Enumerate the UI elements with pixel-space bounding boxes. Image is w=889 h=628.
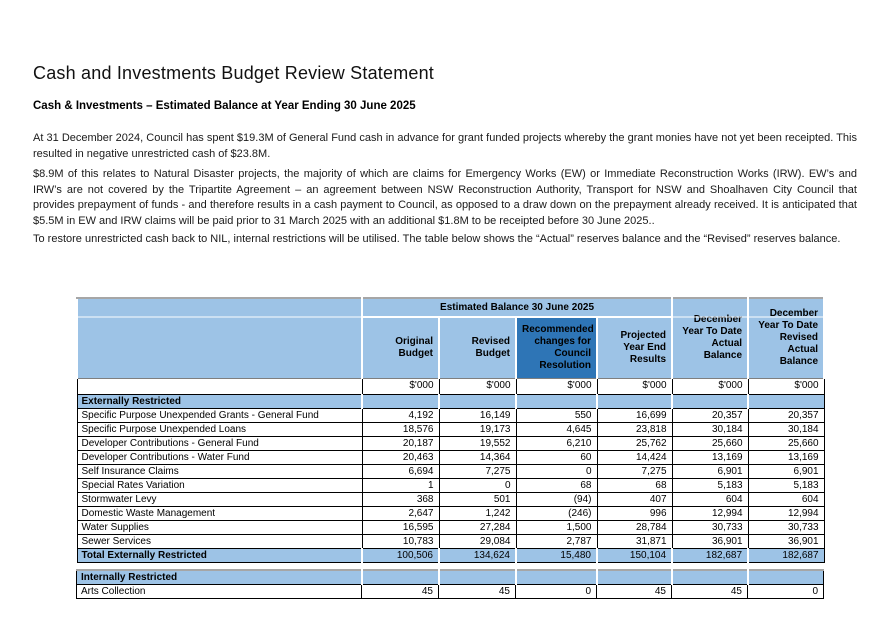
- row-label: Domestic Waste Management: [77, 506, 362, 520]
- value-cell: 45: [597, 585, 672, 599]
- section-label: Internally Restricted: [77, 570, 362, 585]
- units-cell: $'000: [439, 378, 516, 394]
- section-row-internally-restricted: [77, 570, 824, 585]
- empty-cell: [439, 570, 516, 585]
- col-header-revised-budget: Revised Budget: [439, 317, 516, 378]
- table-row: [77, 464, 824, 478]
- section-row-externally-restricted: [77, 394, 824, 408]
- value-cell: 5,183: [672, 478, 748, 492]
- value-cell: 30,184: [672, 422, 748, 436]
- total-label: Total Externally Restricted: [77, 548, 362, 562]
- value-cell: 4,645: [516, 422, 597, 436]
- value-cell: 20,463: [362, 450, 439, 464]
- value-cell: 1,500: [516, 520, 597, 534]
- value-cell: 5,183: [748, 478, 824, 492]
- value-cell: 30,184: [748, 422, 824, 436]
- value-cell: 368: [362, 492, 439, 506]
- empty-cell: [362, 394, 439, 408]
- value-cell: 6,901: [672, 464, 748, 478]
- value-cell: 25,762: [597, 436, 672, 450]
- value-cell: 30,733: [672, 520, 748, 534]
- col-header-dec-ytd-revised: December Year To Date Revised Actual Balance: [748, 298, 824, 378]
- section-heading: Cash & Investments – Estimated Balance at Year Ending 30 June 2025: [33, 100, 416, 112]
- value-cell: 2,787: [516, 534, 597, 548]
- value-cell: 14,364: [439, 450, 516, 464]
- table-row: [77, 520, 824, 534]
- document-title: Cash and Investments Budget Review Statement: [33, 63, 435, 83]
- value-cell: 996: [597, 506, 672, 520]
- value-cell: 407: [597, 492, 672, 506]
- value-cell: 16,149: [439, 408, 516, 422]
- value-cell: 10,783: [362, 534, 439, 548]
- value-cell: 25,660: [748, 436, 824, 450]
- table-row: [77, 436, 824, 450]
- value-cell: 182,687: [672, 548, 748, 562]
- row-label: Stormwater Levy: [77, 492, 362, 506]
- value-cell: 20,357: [672, 408, 748, 422]
- row-label: Developer Contributions - Water Fund: [77, 450, 362, 464]
- row-label: Arts Collection: [77, 585, 362, 599]
- empty-cell: [516, 394, 597, 408]
- row-label-header-cell: [77, 298, 362, 378]
- col-header-projected-year-end: Projected Year End Results: [597, 317, 672, 378]
- section-label: Externally Restricted: [77, 394, 362, 408]
- value-cell: 29,084: [439, 534, 516, 548]
- empty-cell: [362, 570, 439, 585]
- header-row-spanner: [77, 298, 824, 317]
- value-cell: 36,901: [748, 534, 824, 548]
- empty-cell: [597, 570, 672, 585]
- units-cell: $'000: [748, 378, 824, 394]
- internally-restricted-table-wrap: [76, 569, 823, 599]
- value-cell: 28,784: [597, 520, 672, 534]
- value-cell: 6,210: [516, 436, 597, 450]
- value-cell: 550: [516, 408, 597, 422]
- value-cell: 45: [439, 585, 516, 599]
- col-header-dec-ytd-actual: December Year To Date Actual Balance: [672, 298, 748, 378]
- value-cell: 2,647: [362, 506, 439, 520]
- value-cell: 501: [439, 492, 516, 506]
- row-label: Special Rates Variation: [77, 478, 362, 492]
- value-cell: 16,699: [597, 408, 672, 422]
- row-label: Water Supplies: [77, 520, 362, 534]
- value-cell: 6,901: [748, 464, 824, 478]
- value-cell: 13,169: [672, 450, 748, 464]
- value-cell: 7,275: [439, 464, 516, 478]
- value-cell: 20,187: [362, 436, 439, 450]
- value-cell: 4,192: [362, 408, 439, 422]
- value-cell: 0: [748, 585, 824, 599]
- value-cell: 45: [672, 585, 748, 599]
- value-cell: 604: [748, 492, 824, 506]
- value-cell: 6,694: [362, 464, 439, 478]
- value-cell: 182,687: [748, 548, 824, 562]
- value-cell: 68: [597, 478, 672, 492]
- body-paragraph-3: To restore unrestricted cash back to NIL, internal restrictions will be utilised. The table below shows the “Actual” reserves balance and the “Revised” reserves balance.: [33, 233, 841, 245]
- value-cell: 19,552: [439, 436, 516, 450]
- value-cell: 68: [516, 478, 597, 492]
- value-cell: 12,994: [748, 506, 824, 520]
- value-cell: 7,275: [597, 464, 672, 478]
- empty-cell: [748, 394, 824, 408]
- empty-cell: [597, 394, 672, 408]
- estimated-balance-header: Estimated Balance 30 June 2025: [362, 298, 672, 317]
- externally-restricted-table-wrap: [76, 297, 823, 563]
- value-cell: 150,104: [597, 548, 672, 562]
- value-cell: 45: [362, 585, 439, 599]
- value-cell: 0: [516, 585, 597, 599]
- value-cell: 100,506: [362, 548, 439, 562]
- value-cell: 15,480: [516, 548, 597, 562]
- empty-cell: [672, 394, 748, 408]
- units-row: [77, 378, 824, 394]
- table-row: [77, 478, 824, 492]
- value-cell: 14,424: [597, 450, 672, 464]
- col-header-recommended-changes: Recommended changes for Council Resolution: [516, 317, 597, 378]
- body-paragraph-2: $8.9M of this relates to Natural Disaster projects, the majority of which are claims for Emergency Works (EW) or Immediate Reconstruction Works (IRW). EW’s and IRW’s are not covered by the Tripartite Agreement – an agreement between NSW Reconstruction Authority, Transport for NSW and Shoalhaven City Council that provides prepayment of funds - and therefore results in a cash payment to Council, as opposed to a draw down on the prepayment already received. It is anticipated that $5.5M in EW and IRW claims will be paid prior to 31 March 2025 with an additional $1.8M to be receipted before 30 June 2025..: [33, 168, 857, 227]
- value-cell: 604: [672, 492, 748, 506]
- empty-cell: [748, 570, 824, 585]
- body-paragraph-1: At 31 December 2024, Council has spent $19.3M of General Fund cash in advance for grant funded projects whereby the grant monies have not yet been receipted. This resulted in negative unrestricted cash of $23.8M.: [33, 132, 857, 160]
- empty-cell: [516, 570, 597, 585]
- col-header-original-budget: Original Budget: [362, 317, 439, 378]
- value-cell: (94): [516, 492, 597, 506]
- budget-reserves-table: [76, 297, 825, 563]
- value-cell: 12,994: [672, 506, 748, 520]
- table-row: [77, 506, 824, 520]
- empty-cell: [77, 378, 362, 394]
- value-cell: 18,576: [362, 422, 439, 436]
- value-cell: 134,624: [439, 548, 516, 562]
- value-cell: 60: [516, 450, 597, 464]
- internally-restricted-table: [76, 569, 824, 599]
- units-cell: $'000: [597, 378, 672, 394]
- row-label: Self Insurance Claims: [77, 464, 362, 478]
- units-cell: $'000: [362, 378, 439, 394]
- units-cell: $'000: [672, 378, 748, 394]
- value-cell: 30,733: [748, 520, 824, 534]
- value-cell: 13,169: [748, 450, 824, 464]
- units-cell: $'000: [516, 378, 597, 394]
- value-cell: 31,871: [597, 534, 672, 548]
- value-cell: 36,901: [672, 534, 748, 548]
- table-row: [77, 585, 824, 599]
- value-cell: 20,357: [748, 408, 824, 422]
- value-cell: 1: [362, 478, 439, 492]
- empty-cell: [439, 394, 516, 408]
- value-cell: 23,818: [597, 422, 672, 436]
- row-label: Developer Contributions - General Fund: [77, 436, 362, 450]
- row-label: Specific Purpose Unexpended Grants - General Fund: [77, 408, 362, 422]
- table-row: [77, 408, 824, 422]
- value-cell: (246): [516, 506, 597, 520]
- value-cell: 0: [439, 478, 516, 492]
- row-label: Sewer Services: [77, 534, 362, 548]
- value-cell: 0: [516, 464, 597, 478]
- row-label: Specific Purpose Unexpended Loans: [77, 422, 362, 436]
- value-cell: 16,595: [362, 520, 439, 534]
- empty-cell: [672, 570, 748, 585]
- table-row: [77, 450, 824, 464]
- value-cell: 1,242: [439, 506, 516, 520]
- total-row-externally-restricted: [77, 548, 824, 562]
- table-row: [77, 422, 824, 436]
- value-cell: 19,173: [439, 422, 516, 436]
- value-cell: 25,660: [672, 436, 748, 450]
- value-cell: 27,284: [439, 520, 516, 534]
- table-row: [77, 534, 824, 548]
- table-row: [77, 492, 824, 506]
